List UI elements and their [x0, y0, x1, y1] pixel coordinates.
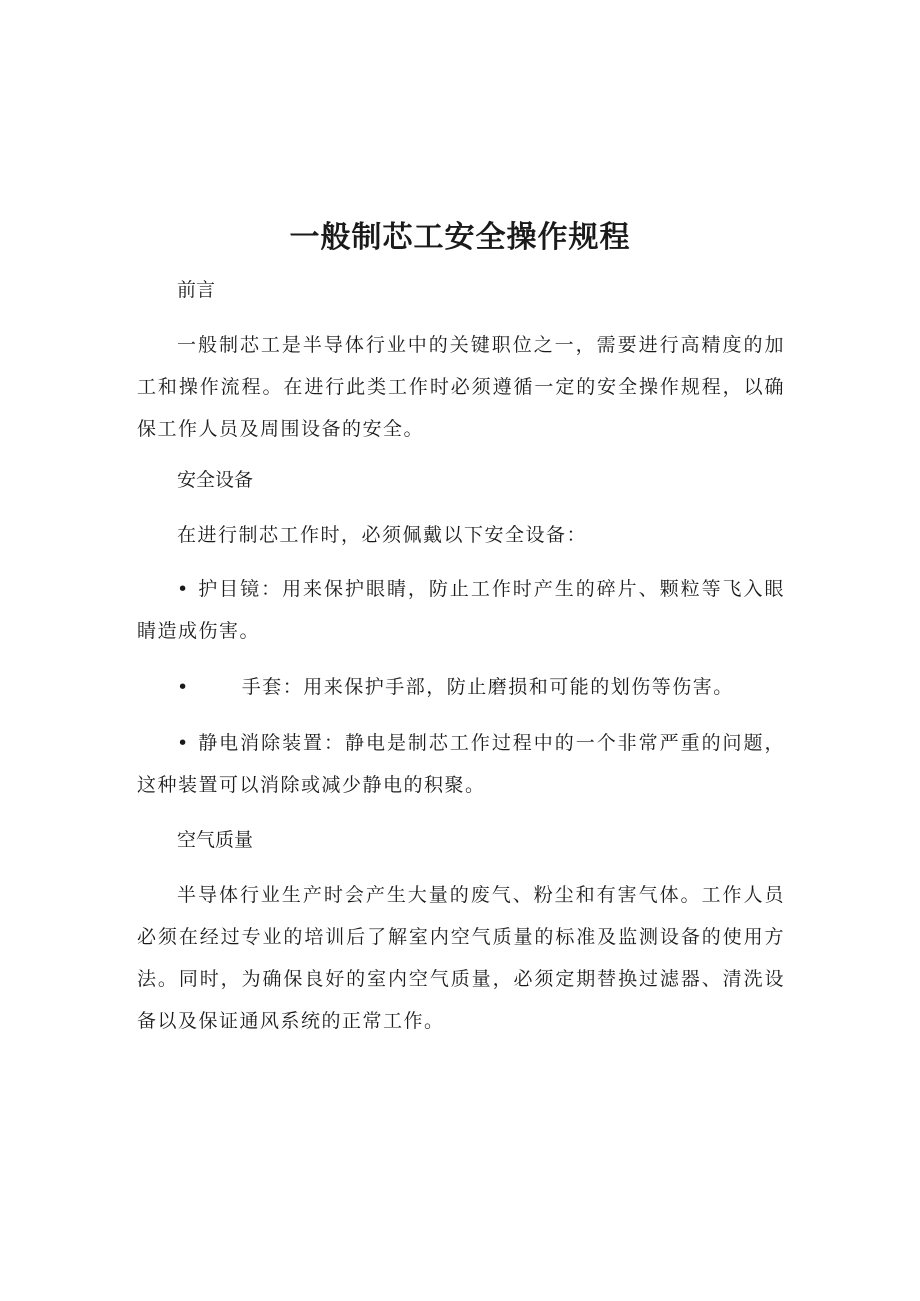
list-item-text: 护目镜：用来保护眼睛，防止工作时产生的碎片、颗粒等飞入眼睛造成伤害。 [137, 578, 785, 642]
section-heading-safety-equipment: 安全设备 [177, 469, 254, 491]
section-heading-preface: 前言 [177, 279, 216, 301]
safety-equipment-intro: 在进行制芯工作时，必须佩戴以下安全设备： [177, 524, 588, 546]
list-item-text: 静电消除装置：静电是制芯工作过程中的一个非常严重的问题，这种装置可以消除或减少静电的积聚。 [137, 732, 785, 796]
document-title: 一般制芯工安全操作规程 [289, 220, 631, 255]
preface-paragraph: 一般制芯工是半导体行业中的关键职位之一，需要进行高精度的加工和操作流程。在进行此类工作时必须遵循一定的安全操作规程，以确保工作人员及周围设备的安全。 [137, 334, 785, 440]
list-item [137, 722, 785, 806]
list-item-text: 手套：用来保护手部，防止磨损和可能的划伤等伤害。 [241, 676, 734, 698]
bullet-icon: • [177, 732, 190, 754]
section-heading-air-quality: 空气质量 [177, 829, 254, 851]
document-body [137, 272, 785, 1042]
bullet-icon: • [177, 578, 190, 600]
air-quality-paragraph: 半导体行业生产时会产生大量的废气、粉尘和有害气体。工作人员必须在经过专业的培训后了解室内空气质量的标准及监测设备的使用方法。同时，为确保良好的室内空气质量，必须定期替换过滤器、清洗设备以及保证通风系统的正常工作。 [137, 884, 785, 1032]
list-item [137, 568, 785, 652]
list-item [137, 666, 785, 708]
bullet-icon: • [177, 676, 190, 698]
